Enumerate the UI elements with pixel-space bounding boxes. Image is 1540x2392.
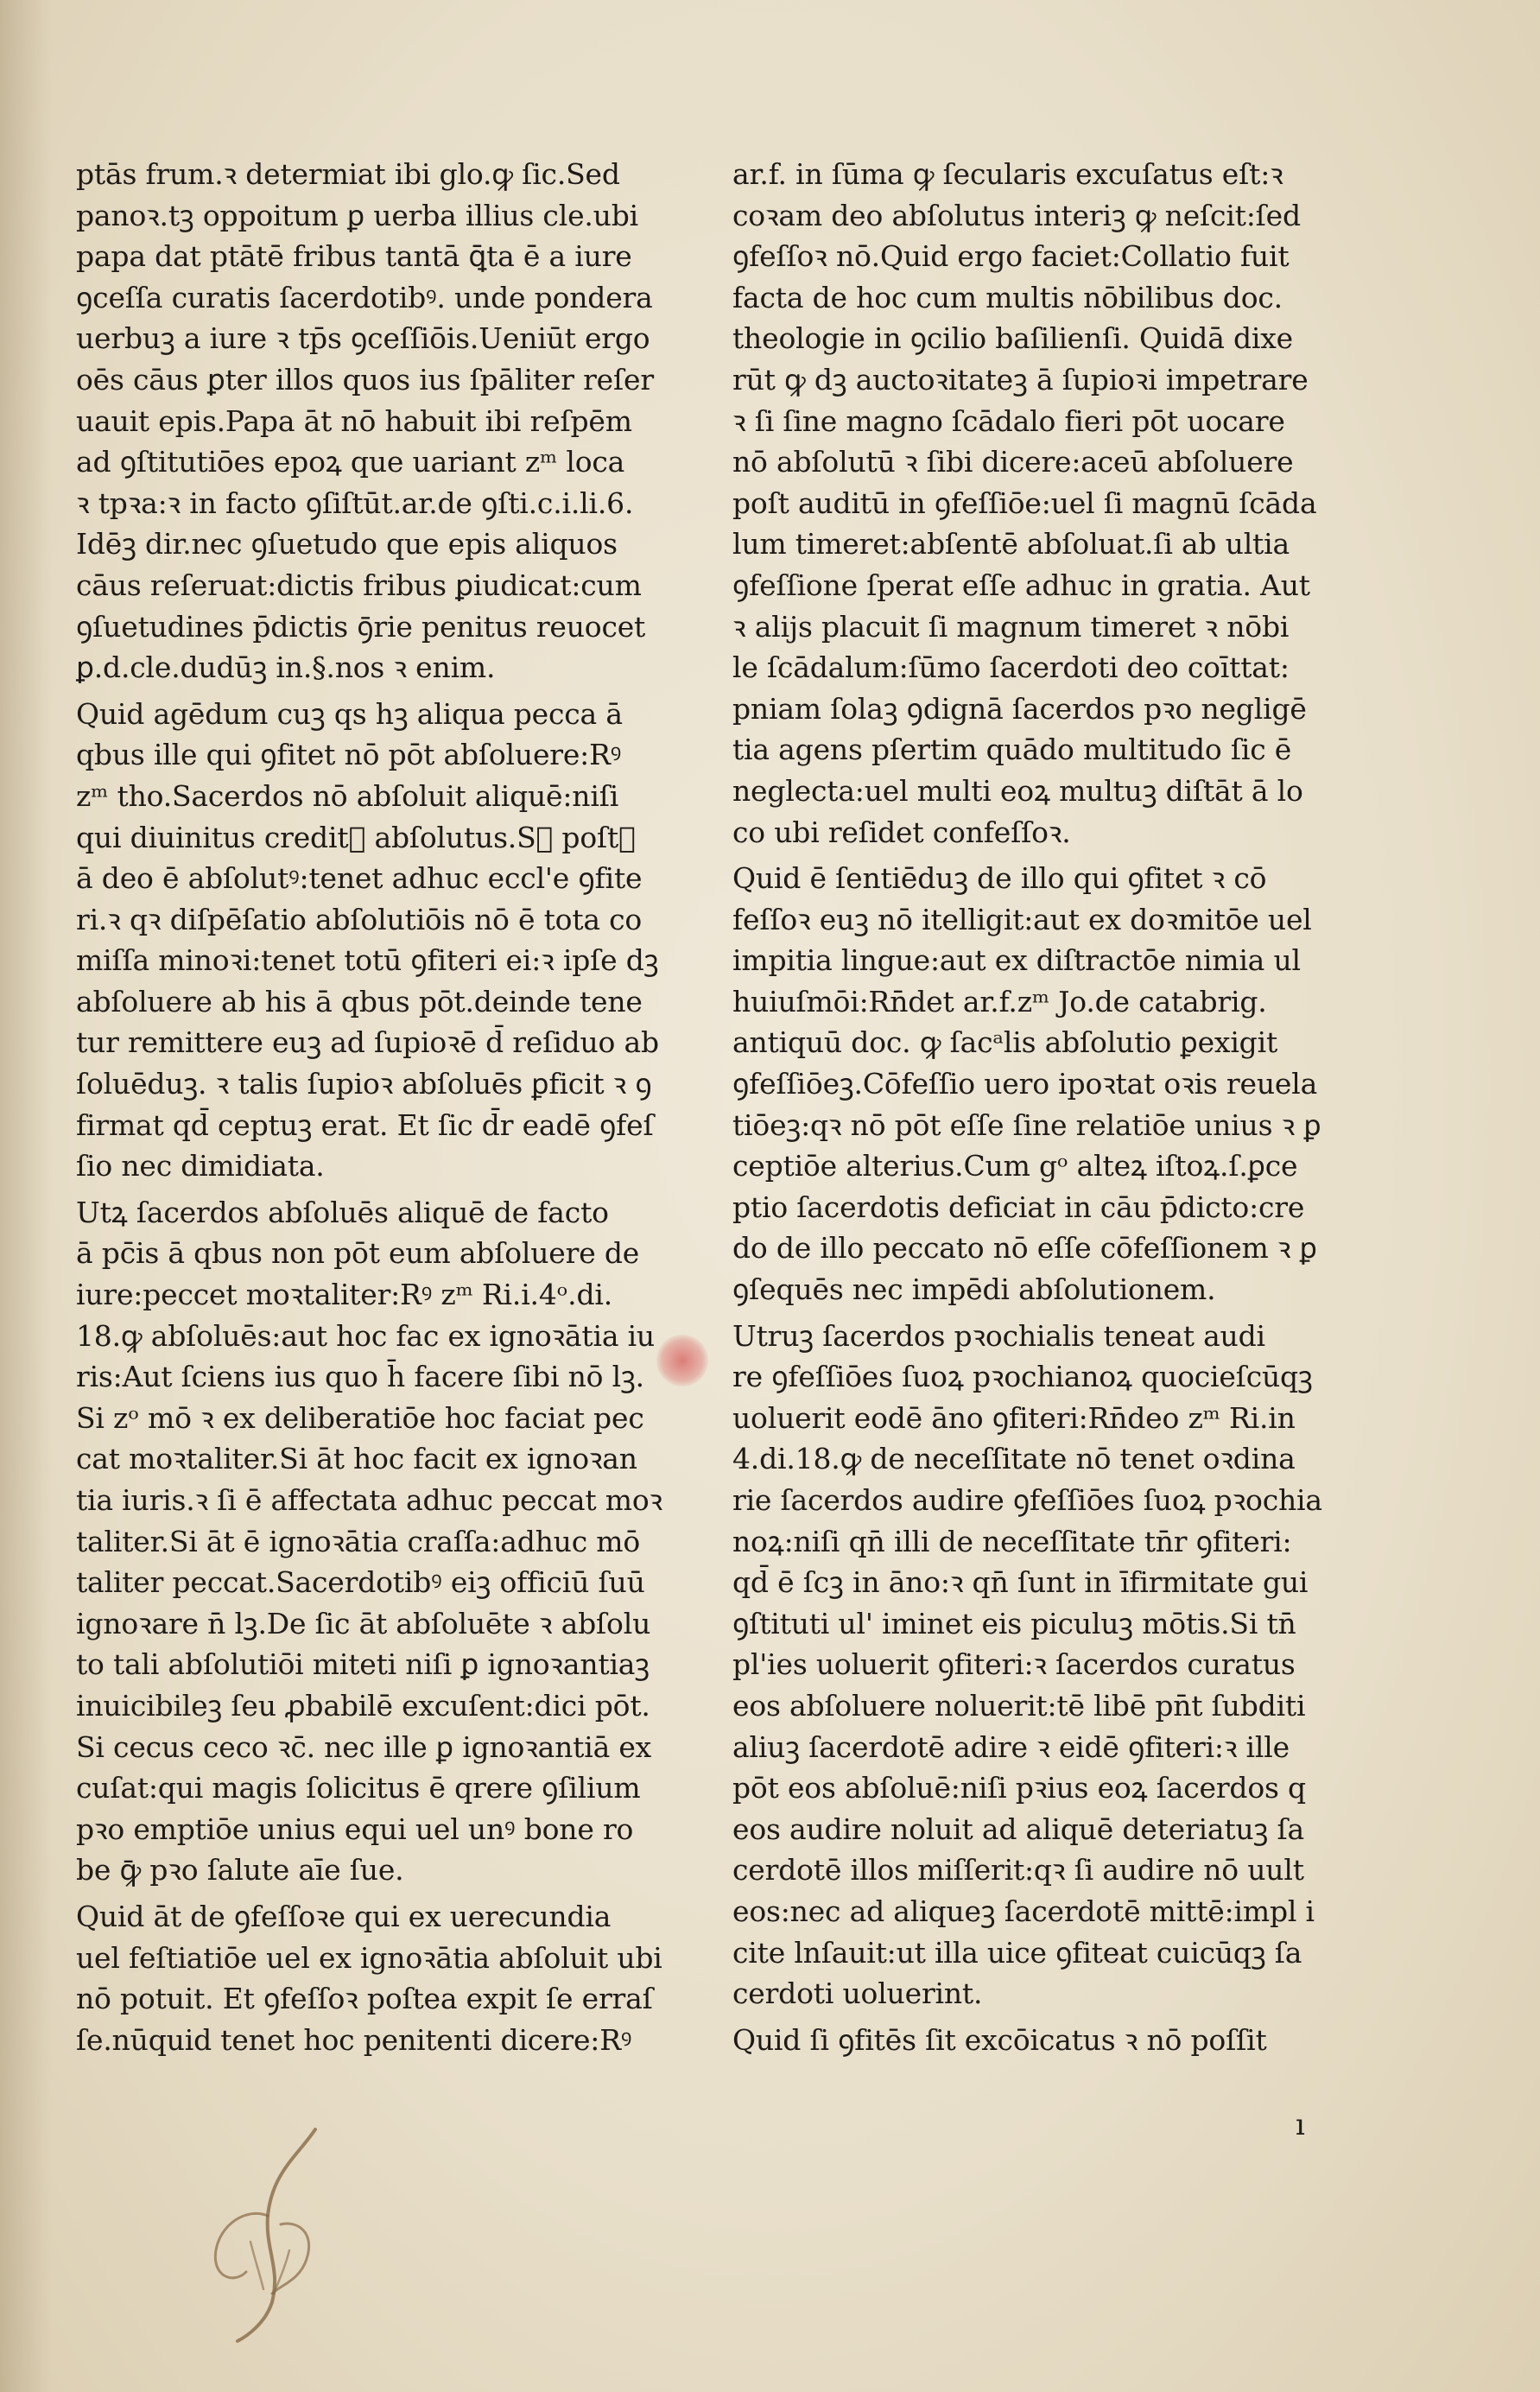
signature-mark: ı (1296, 2108, 1305, 2142)
text-line: uoluerit eodē āno ꝯfiteri:Rn̄deo zᵐ Ri.in (732, 1400, 1296, 1435)
text-line: oēs cāus ꝑter illos quos ius ſpāliter reſer (76, 362, 654, 397)
text-line: lum timeret:abſentē abſoluat.ſi ab ultia (732, 527, 1290, 562)
text-line: ignoꝛare n̄ lꝫ.De ſic āt abſoluēte ꝛ abſolu (76, 1606, 651, 1640)
text-line: uerbuꝫ a iure ꝛ tp̄s ꝯceſſiōis.Ueniūt ergo (76, 321, 650, 356)
text-line: ptās frum.ꝛ determiat ibi glo.ꝙ ſic.Sed (76, 157, 620, 191)
page-edge-shadow (0, 0, 52, 2392)
text-line: theologie in ꝯcilio baſilienſi. Quidā dixe (732, 321, 1293, 356)
text-line: Si cecus ceco ꝛc̄. nec ille ꝑ ignoꝛantiā ex (76, 1729, 652, 1764)
text-line: qui diuinitus creditᷣ abſolutus.Sꝫ poſtꝙ (76, 820, 636, 854)
text-line: cerdoti uoluerint. (732, 1976, 983, 2011)
text-line: do de illo peccato nō eſſe cōfeſſionem ꝛ ꝑ (732, 1231, 1317, 1266)
text-line: rie ſacerdos audire ꝯfeſſiōes ſuoꝝ pꝛochia (732, 1483, 1322, 1517)
text-line: facta de hoc cum multis nōbilibus doc. (732, 280, 1283, 314)
text-line: ar.f. in ſūma ꝙ ſecularis excuſatus eſt:ꝛ (732, 157, 1283, 191)
text-line: aliuꝫ ſacerdotē adire ꝛ eidē ꝯfiteri:ꝛ ille (732, 1729, 1290, 1764)
text-line: re ꝯfeſſiōes ſuoꝝ pꝛochianoꝝ quocieſcūqꝫ (732, 1360, 1313, 1394)
text-line: Quid āt de ꝯfeſſoꝛe qui ex uerecundia (76, 1899, 612, 1933)
text-line: coꝛam deo abſolutus interiꝫ ꝙ neſcit:ſed (732, 198, 1301, 232)
text-line: ris:Aut ſciens ius quo h̄ facere ſibi nō lꝫ. (76, 1360, 644, 1394)
text-line: ꝯſuetudines p̄dictis ꝯ̄rie penitus reuocet (76, 609, 646, 644)
text-line: pōt eos abſoluē:niſi pꝛius eoꝝ ſacerdos q (732, 1771, 1306, 1805)
text-line: iure:peccet moꝛtaliter:Rꝰ zᵐ Ri.i.4ᵒ.di. (76, 1278, 613, 1312)
text-line: qbus ille qui ꝯfitet nō pōt abſoluere:Rꝰ (76, 738, 622, 772)
text-line: eos abſoluere noluerit:tē libē pn̄t ſubditi (732, 1688, 1306, 1723)
text-line: pl'ies uoluerit ꝯfiteri:ꝛ ſacerdos curatus (732, 1647, 1296, 1682)
red-ink-stain (656, 1335, 708, 1386)
text-line: feſſoꝛ euꝫ nō itelligit:aut ex doꝛmitōe uel (732, 902, 1312, 936)
text-line: ꝛ tpꝛa:ꝛ in facto ꝯſiſtūt.ar.de ꝯſti.c.i.li.6. (76, 485, 634, 520)
text-line: ꝯſtituti ul' iminet eis piculuꝫ mōtis.Si tn̄ (732, 1606, 1296, 1640)
text-line: tia iuris.ꝛ ſi ē affectata adhuc peccat moꝛ (76, 1483, 662, 1517)
text-line: 4.di.18.ꝙ de neceſſitate nō tenet oꝛdina (732, 1442, 1296, 1476)
text-line: taliter peccat.Sacerdotibꝰ eiꝫ officiū ſuū (76, 1565, 645, 1600)
text-line: cerdotē illos miſſerit:qꝛ ſi audire nō uult (732, 1853, 1304, 1888)
text-line: cite lnſauit:ut illa uice ꝯfiteat cuicūqꝫ ſa (732, 1935, 1302, 1970)
text-line: ꝯceſſa curatis ſacerdotibꝰ. unde pondera (76, 280, 653, 314)
text-line: tiōeꝫ:qꝛ nō pōt eſſe ſine relatiōe unius ꝛ ꝑ (732, 1107, 1321, 1142)
text-line: impitia lingue:aut ex diſtractōe nimia ul (732, 943, 1301, 978)
text-line: neglecta:uel multi eoꝝ multuꝫ diſtāt ā lo (732, 773, 1303, 808)
text-line: ꝯſequēs nec impēdi abſolutionem. (732, 1272, 1216, 1307)
text-line: huiuſmōi:Rn̄det ar.f.zᵐ Jo.de catabrig. (732, 984, 1267, 1018)
text-line: tur remittere euꝫ ad ſupioꝛē d̄ reſiduo ab (76, 1025, 659, 1060)
text-line: eos audire noluit ad aliquē deteriatuꝫ ſa (732, 1811, 1304, 1846)
text-line: abſoluere ab his ā qbus pōt.deinde tene (76, 984, 643, 1018)
text-line: inuicibileꝫ ſeu ꝓbabilē excuſent:dici pōt. (76, 1688, 650, 1723)
text-line: ꝛ alijs placuit ſi magnum timeret ꝛ nōbi (732, 609, 1290, 644)
text-line: nō potuit. Et ꝯfeſſoꝛ poſtea expit ſe erraſ (76, 1982, 653, 2016)
text-line: rūt ꝙ dꝫ auctoꝛitateꝫ ā ſupioꝛi impetrare (732, 362, 1309, 397)
text-line: ā deo ē abſolutꝰ:tenet adhuc eccl'e ꝯfite (76, 861, 643, 896)
text-line: ꝛ ſi ſine magno ſcādalo fieri pōt uocare (732, 403, 1285, 438)
text-line: Quid agēdum cuꝫ qs hꝫ aliqua pecca ā (76, 696, 623, 731)
text-line: ad ꝯſtitutiōes epoꝝ que uariant zᵐ loca (76, 445, 625, 479)
text-line: firmat qd̄ ceptuꝫ erat. Et ſic d̄r eadē ꝯfeſ (76, 1107, 654, 1142)
text-line: Utruꝫ ſacerdos pꝛochialis teneat audi (732, 1318, 1265, 1353)
text-line: antiquū doc. ꝙ ſacᵃlis abſolutio ꝑexigit (732, 1025, 1278, 1060)
text-line: ſe.nūquid tenet hoc penitenti dicere:Rꝰ (76, 2022, 632, 2057)
text-line: eos:nec ad aliqueꝫ ſacerdotē mittē:impl i (732, 1894, 1315, 1928)
text-line: uauit epis.Papa āt nō habuit ibi reſpēm (76, 403, 632, 438)
text-line: pniam ſolaꝫ ꝯdignā ſacerdos pꝛo negligē (732, 691, 1307, 726)
text-line: ſio nec dimidiata. (76, 1149, 325, 1183)
text-line: Utꝝ ſacerdos abſoluēs aliquē de facto (76, 1195, 609, 1229)
text-line: 18.ꝙ abſoluēs:aut hoc fac ex ignoꝛātia iu (76, 1318, 655, 1353)
text-line: le ſcādalum:ſūmo ſacerdoti deo coīttat: (732, 650, 1290, 685)
right-text-column (732, 154, 1337, 2060)
text-line: Quid ſi ꝯfitēs ſit excōicatus ꝛ nō poſſit (732, 2022, 1267, 2057)
text-line: Idēꝫ dir.nec ꝯſuetudo que epis aliquos (76, 527, 618, 562)
text-line: co ubi reſidet confeſſoꝛ. (732, 815, 1071, 849)
text-line: taliter.Si āt ē ignoꝛātia craſſa:adhuc mō (76, 1524, 641, 1558)
text-line: pꝛo emptiōe unius equi uel unꝰ bone ro (76, 1811, 634, 1846)
text-line: panoꝛ.tꝫ oppoitum ꝑ uerba illius cle.ubi (76, 198, 639, 232)
text-line: ſoluēduꝫ. ꝛ talis ſupioꝛ abſoluēs ꝑficit ꝛ ꝯ (76, 1067, 652, 1101)
text-line: ꝯfeſſiōeꝫ.Cōfeſſio uero ipoꝛtat oꝛis reuela (732, 1067, 1318, 1101)
text-line: ri.ꝛ qꝛ diſpēſatio abſolutiōis nō ē tota co (76, 902, 643, 936)
text-line: miſſa minoꝛi:tenet totū ꝯfiteri ei:ꝛ ipſe dꝫ (76, 943, 659, 978)
marginal-doodle-drawing (186, 2121, 350, 2345)
text-line: ꝯfeſſoꝛ nō.Quid ergo faciet:Collatio fuit (732, 239, 1290, 274)
text-line: papa dat ptātē fribus tantā ꝗ̄ta ē a iure (76, 239, 632, 274)
text-line: zᵐ tho.Sacerdos nō abſoluit aliquē:niſi (76, 778, 619, 813)
text-line: ꝑ.d.cle.dudūꝫ in.§.nos ꝛ enim. (76, 650, 496, 685)
text-line: ceptiōe alterius.Cum gᵒ alteꝝ iſtoꝝ.ſ.ꝑce (732, 1149, 1298, 1183)
text-line: cāus reſeruat:dictis fribus ꝑiudicat:cum (76, 568, 642, 602)
text-line: Quid ē ſentiēduꝫ de illo qui ꝯfitet ꝛ cō (732, 861, 1267, 896)
text-line: to tali abſolutiōi miteti niſi ꝑ ignoꝛantiaꝫ (76, 1647, 650, 1682)
text-line: be ꝙ̄ pꝛo ſalute aīe ſue. (76, 1853, 404, 1888)
left-text-column (76, 154, 681, 2060)
text-line: Si zᵒ mō ꝛ ex deliberatiōe hoc faciat pec (76, 1400, 644, 1435)
text-line: noꝝ:niſi qn̄ illi de neceſſitate tn̄r ꝯfiteri: (732, 1524, 1292, 1558)
text-line: ꝯfeſſione ſperat eſſe adhuc in gratia. Aut (732, 568, 1310, 602)
text-line: uel feſtiatiōe uel ex ignoꝛātia abſoluit ubi (76, 1940, 662, 1975)
text-line: poſt auditū in ꝯfeſſiōe:uel ſi magnū ſcāda (732, 485, 1317, 520)
text-line: nō abſolutū ꝛ ſibi dicere:aceū abſoluere (732, 445, 1294, 479)
text-line: cuſat:qui magis ſolicitus ē qrere ꝯſilium (76, 1771, 641, 1805)
text-line: ptio ſacerdotis deficiat in cāu p̄dicto:cre (732, 1190, 1305, 1224)
text-line: ā pc̄is ā qbus non pōt eum abſoluere de (76, 1236, 640, 1271)
text-line: qd̄ ē ſcꝫ in āno:ꝛ qn̄ ſunt in īfirmitate gui (732, 1565, 1309, 1600)
text-line: tia agens pſertim quādo multitudo ſic ē (732, 733, 1292, 767)
text-line: cat moꝛtaliter.Si āt hoc facit ex ignoꝛan (76, 1442, 637, 1476)
